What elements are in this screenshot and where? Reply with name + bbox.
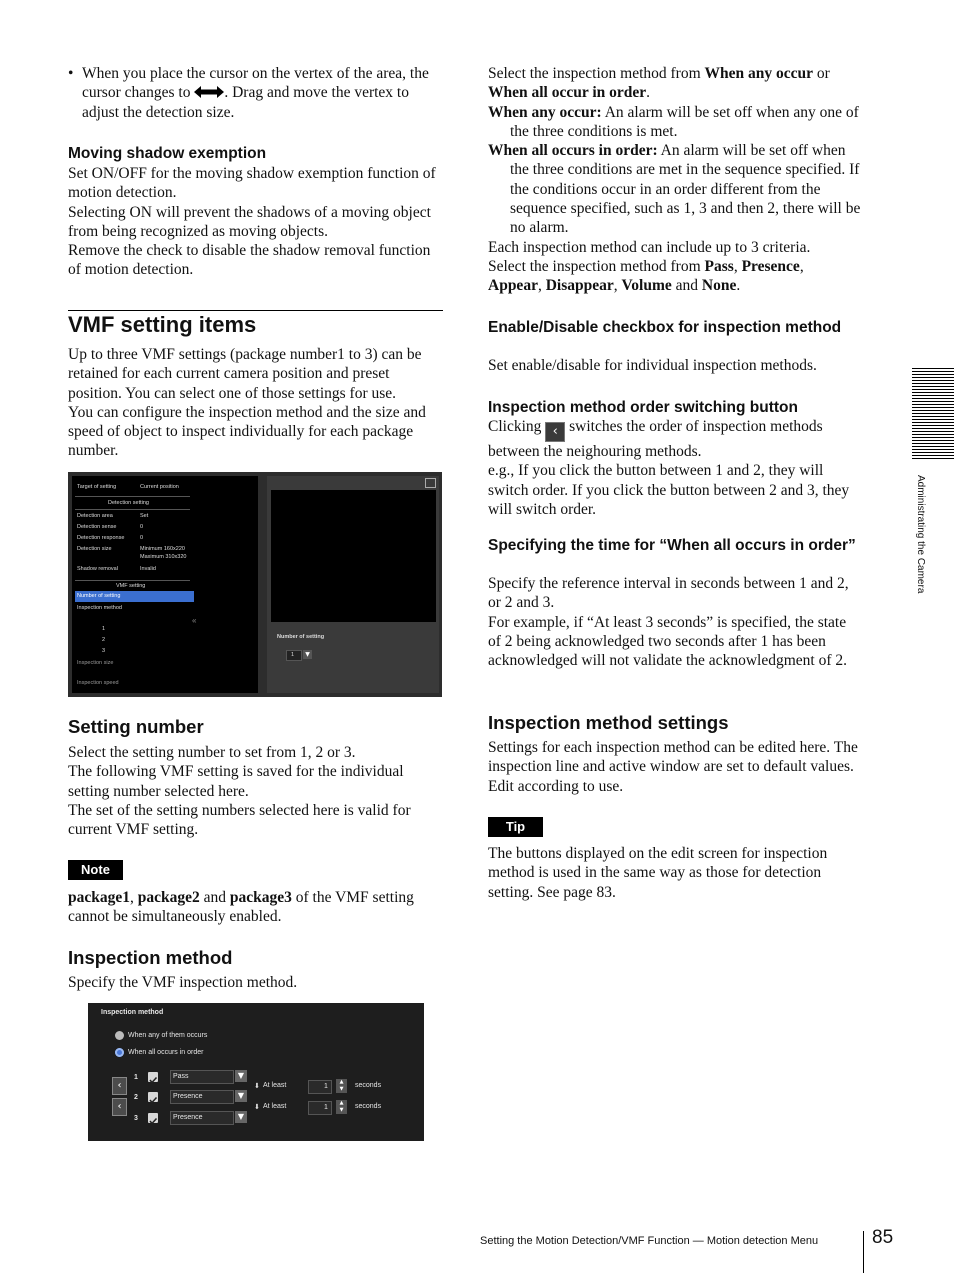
row-label: Shadow removal	[77, 566, 118, 572]
moving-shadow-body	[68, 164, 442, 280]
method-none: None	[701, 277, 737, 295]
order-body	[488, 417, 862, 519]
row-label: Detection area	[77, 513, 113, 519]
method-presence: Presence	[741, 257, 800, 275]
row-number: 1	[134, 1074, 138, 1081]
order-p2: e.g., If you click the button between 1 and 2, they will switch order. If you click the button between 2 and 3, they will switch order.	[488, 462, 850, 518]
row-label: Detection size	[77, 546, 112, 552]
bullet-text-post: . Drag and move the vertex to adjust the detection size.	[82, 84, 409, 122]
dropdown-arrow-icon[interactable]: ▼	[235, 1070, 247, 1082]
settings-p1: Settings for each inspection method can be edited here. The inspection line and active window are set to default values. Edit according to use.	[488, 739, 858, 795]
method-disappear: Disappear	[545, 277, 614, 295]
setting-number-heading: Setting number	[68, 716, 204, 737]
seconds-unit: seconds	[355, 1082, 382, 1089]
inspection-method-title: Inspection method	[101, 1009, 164, 1016]
vmf-settings-screenshot	[68, 472, 442, 697]
intro-text: Select the inspection method from	[488, 65, 705, 82]
enable-checkbox[interactable]	[148, 1092, 158, 1102]
note-sep: ,	[130, 889, 138, 906]
spinner-icon[interactable]: ▲ ▼	[336, 1100, 347, 1114]
note-tag: Note	[68, 860, 123, 880]
chevron-left-icon: ‹	[545, 422, 565, 442]
seconds-input[interactable]	[308, 1080, 332, 1094]
down-arrow-icon: ⬇	[254, 1104, 260, 1111]
row-value: 0	[140, 535, 144, 541]
moving-shadow-heading: Moving shadow exemption	[68, 145, 267, 162]
moving-shadow-p2: Selecting ON will prevent the shadows of a moving object from being recognized as moving objects.	[68, 203, 431, 240]
note-text	[68, 888, 442, 927]
bullet-dot: •	[68, 65, 74, 82]
side-tab	[912, 475, 926, 625]
criteria-text: Each inspection method can include up to 3 criteria.	[488, 238, 811, 256]
method-select[interactable]	[170, 1090, 234, 1104]
row-value: 0	[140, 524, 144, 530]
note-package3: package3	[229, 889, 292, 906]
definition-all	[488, 141, 862, 237]
settings-heading: Inspection method settings	[488, 712, 729, 733]
row-value: Minimum 160x220	[140, 546, 185, 552]
definition-any	[488, 103, 862, 142]
inspection-method-heading: Inspection method	[68, 947, 233, 968]
row-value: Set	[140, 513, 149, 519]
method-list-text	[488, 257, 862, 296]
dropdown-arrow-icon[interactable]: ▼	[235, 1111, 247, 1123]
spinner-icon[interactable]: ▲ ▼	[336, 1079, 347, 1093]
vmf-p2: You can configure the inspection method and the size and speed of object to inspect individually for each package number.	[68, 403, 426, 460]
setting-number-value: 1	[291, 652, 295, 658]
fullscreen-icon[interactable]	[425, 478, 436, 488]
intro-bold: When any occur	[704, 65, 814, 82]
method-select-value: Presence	[173, 1093, 203, 1100]
vmf-p1: Up to three VMF settings (package number1 to 3) can be retained for each current camera position and preset position. You can select one of those settings for use.	[68, 346, 422, 402]
intro-bold: When all occur in order	[488, 84, 647, 102]
double-arrow-icon	[194, 84, 224, 103]
row-value: Maximum 310x320	[140, 554, 187, 560]
definition-term: When any occur:	[488, 103, 602, 121]
method-appear: Appear	[488, 277, 538, 295]
order-pre: Clicking	[488, 418, 542, 435]
inspection-speed-item[interactable]: Inspection speed	[77, 680, 119, 686]
right-intro	[488, 64, 862, 296]
method-item-1[interactable]: 1	[102, 626, 106, 632]
footer-text: Setting the Motion Detection/VMF Function — Motion detection Menu	[480, 1235, 819, 1247]
time-heading: Specifying the time for “When all occurs in order”	[488, 537, 856, 554]
setting-number-p3: The set of the setting numbers selected here is valid for current VMF setting.	[68, 801, 411, 839]
note-sep: and	[199, 889, 230, 906]
bullet-item	[68, 64, 440, 123]
vmf-intro	[68, 345, 442, 461]
inspection-method-item[interactable]: Inspection method	[77, 605, 122, 611]
method-list-part: ,	[733, 257, 742, 275]
method-list-part: ,	[613, 277, 622, 295]
definition-text: An alarm will be set off when any one of the three conditions is met.	[510, 103, 859, 140]
preview-panel	[267, 476, 439, 693]
dropdown-arrow-icon[interactable]: ▼	[235, 1090, 247, 1102]
radio-any-label: When any of them occurs	[128, 1032, 208, 1039]
definition-term: When all occurs in order:	[488, 142, 658, 160]
order-p1	[488, 417, 862, 461]
order-heading: Inspection method order switching button	[488, 399, 798, 416]
vmf-setting-header: VMF setting	[116, 583, 146, 589]
number-of-setting-caption: Number of setting	[277, 634, 325, 640]
setting-number-p2: The following VMF setting is saved for the individual setting number selected here.	[68, 763, 404, 800]
row-number: 2	[134, 1094, 138, 1101]
note-rest: of the VMF setting cannot be simultaneously enabled.	[68, 889, 414, 926]
setting-number-select[interactable]	[286, 650, 302, 661]
seconds-value: 1	[324, 1104, 328, 1111]
method-item-2[interactable]: 2	[102, 637, 106, 643]
method-volume: Volume	[621, 277, 672, 295]
inspection-method-screenshot	[88, 1003, 424, 1141]
order-post: switches the order of inspection methods between the neighouring methods.	[488, 418, 823, 460]
radio-all-label: When all occurs in order	[128, 1049, 204, 1056]
at-least-label: At least	[263, 1103, 287, 1110]
bullet-text-pre: When you place the cursor on the vertex of the area, the cursor changes to	[82, 65, 429, 102]
target-label: Target of setting	[77, 484, 117, 490]
row-value: Invalid	[140, 566, 156, 572]
intro-text: or	[813, 65, 830, 82]
method-list-part: ,	[537, 277, 546, 295]
side-tab-text: Administrating the Camera	[915, 475, 926, 594]
detection-setting-header: Detection setting	[108, 500, 149, 506]
method-list-part: Select the inspection method from	[488, 257, 705, 275]
method-pass: Pass	[704, 257, 734, 275]
at-least-label: At least	[263, 1082, 287, 1089]
seconds-unit: seconds	[355, 1103, 382, 1110]
camera-preview	[271, 490, 436, 622]
time-p2: For example, if “At least 3 seconds” is specified, the state of 2 being acknowledged two seconds after 1 has been acknowledged will not validate the acknowledgment of 2.	[488, 613, 847, 670]
definition-text: An alarm will be set off when the three conditions are met in the sequence specified. If the conditions occur in an order different from the sequence specified, such as 1, 3 and then 2, there will be no alarm.	[510, 142, 861, 237]
tip-p1: The buttons displayed on the edit screen for inspection method is used in the same way as those for detection setting. See page 83.	[488, 845, 828, 901]
note-package1: package1	[68, 889, 130, 906]
setting-number-p1: Select the setting number to set from 1, 2 or 3.	[68, 744, 356, 761]
method-select[interactable]	[170, 1111, 234, 1125]
method-list-part: .	[736, 277, 741, 295]
seconds-value: 1	[324, 1083, 328, 1090]
radio-any[interactable]	[115, 1031, 124, 1040]
vmf-section-title: VMF setting items	[68, 312, 257, 337]
moving-shadow-p3: Remove the check to disable the shadow removal function of motion detection.	[68, 242, 431, 279]
method-list-part: ,	[799, 257, 804, 275]
radio-all-in-order[interactable]	[115, 1048, 124, 1057]
intro-text: .	[646, 84, 651, 102]
method-item-3[interactable]: 3	[102, 648, 106, 654]
row-number: 3	[134, 1115, 138, 1122]
collapse-icon[interactable]: «	[192, 616, 197, 625]
setting-number-body	[68, 743, 442, 839]
method-select-value: Pass	[173, 1073, 189, 1080]
order-switch-button[interactable]: ‹	[112, 1098, 127, 1116]
note-package2: package2	[137, 889, 200, 906]
method-list-part: and	[671, 277, 702, 295]
inspection-size-item[interactable]: Inspection size	[77, 660, 114, 666]
method-select[interactable]	[170, 1070, 234, 1084]
down-arrow-icon: ⬇	[254, 1083, 260, 1090]
enable-checkbox[interactable]	[148, 1072, 158, 1082]
settings-panel	[72, 476, 258, 693]
row-label: Detection response	[77, 535, 125, 541]
number-of-setting-label: Number of setting	[77, 593, 121, 599]
enable-checkbox[interactable]	[148, 1113, 158, 1123]
inspection-method-p1: Specify the VMF inspection method.	[68, 974, 298, 991]
side-tab-marker	[912, 368, 954, 460]
moving-shadow-p1: Set ON/OFF for the moving shadow exemption function of motion detection.	[68, 165, 436, 202]
enable-heading: Enable/Disable checkbox for inspection method	[488, 319, 842, 336]
page-number: 85	[872, 1227, 894, 1248]
order-switch-button[interactable]: ‹	[112, 1077, 127, 1095]
time-p1: Specify the reference interval in seconds between 1 and 2, or 2 and 3.	[488, 575, 849, 612]
target-value: Current position	[140, 484, 179, 490]
row-label: Detection sense	[77, 524, 117, 530]
seconds-input[interactable]	[308, 1101, 332, 1115]
tip-tag: Tip	[488, 817, 543, 837]
dropdown-arrow-icon[interactable]: ▼	[303, 650, 312, 659]
enable-p1: Set enable/disable for individual inspection methods.	[488, 357, 817, 374]
time-body	[488, 574, 862, 670]
footer-divider	[863, 1231, 864, 1273]
method-select-value: Presence	[173, 1114, 203, 1121]
